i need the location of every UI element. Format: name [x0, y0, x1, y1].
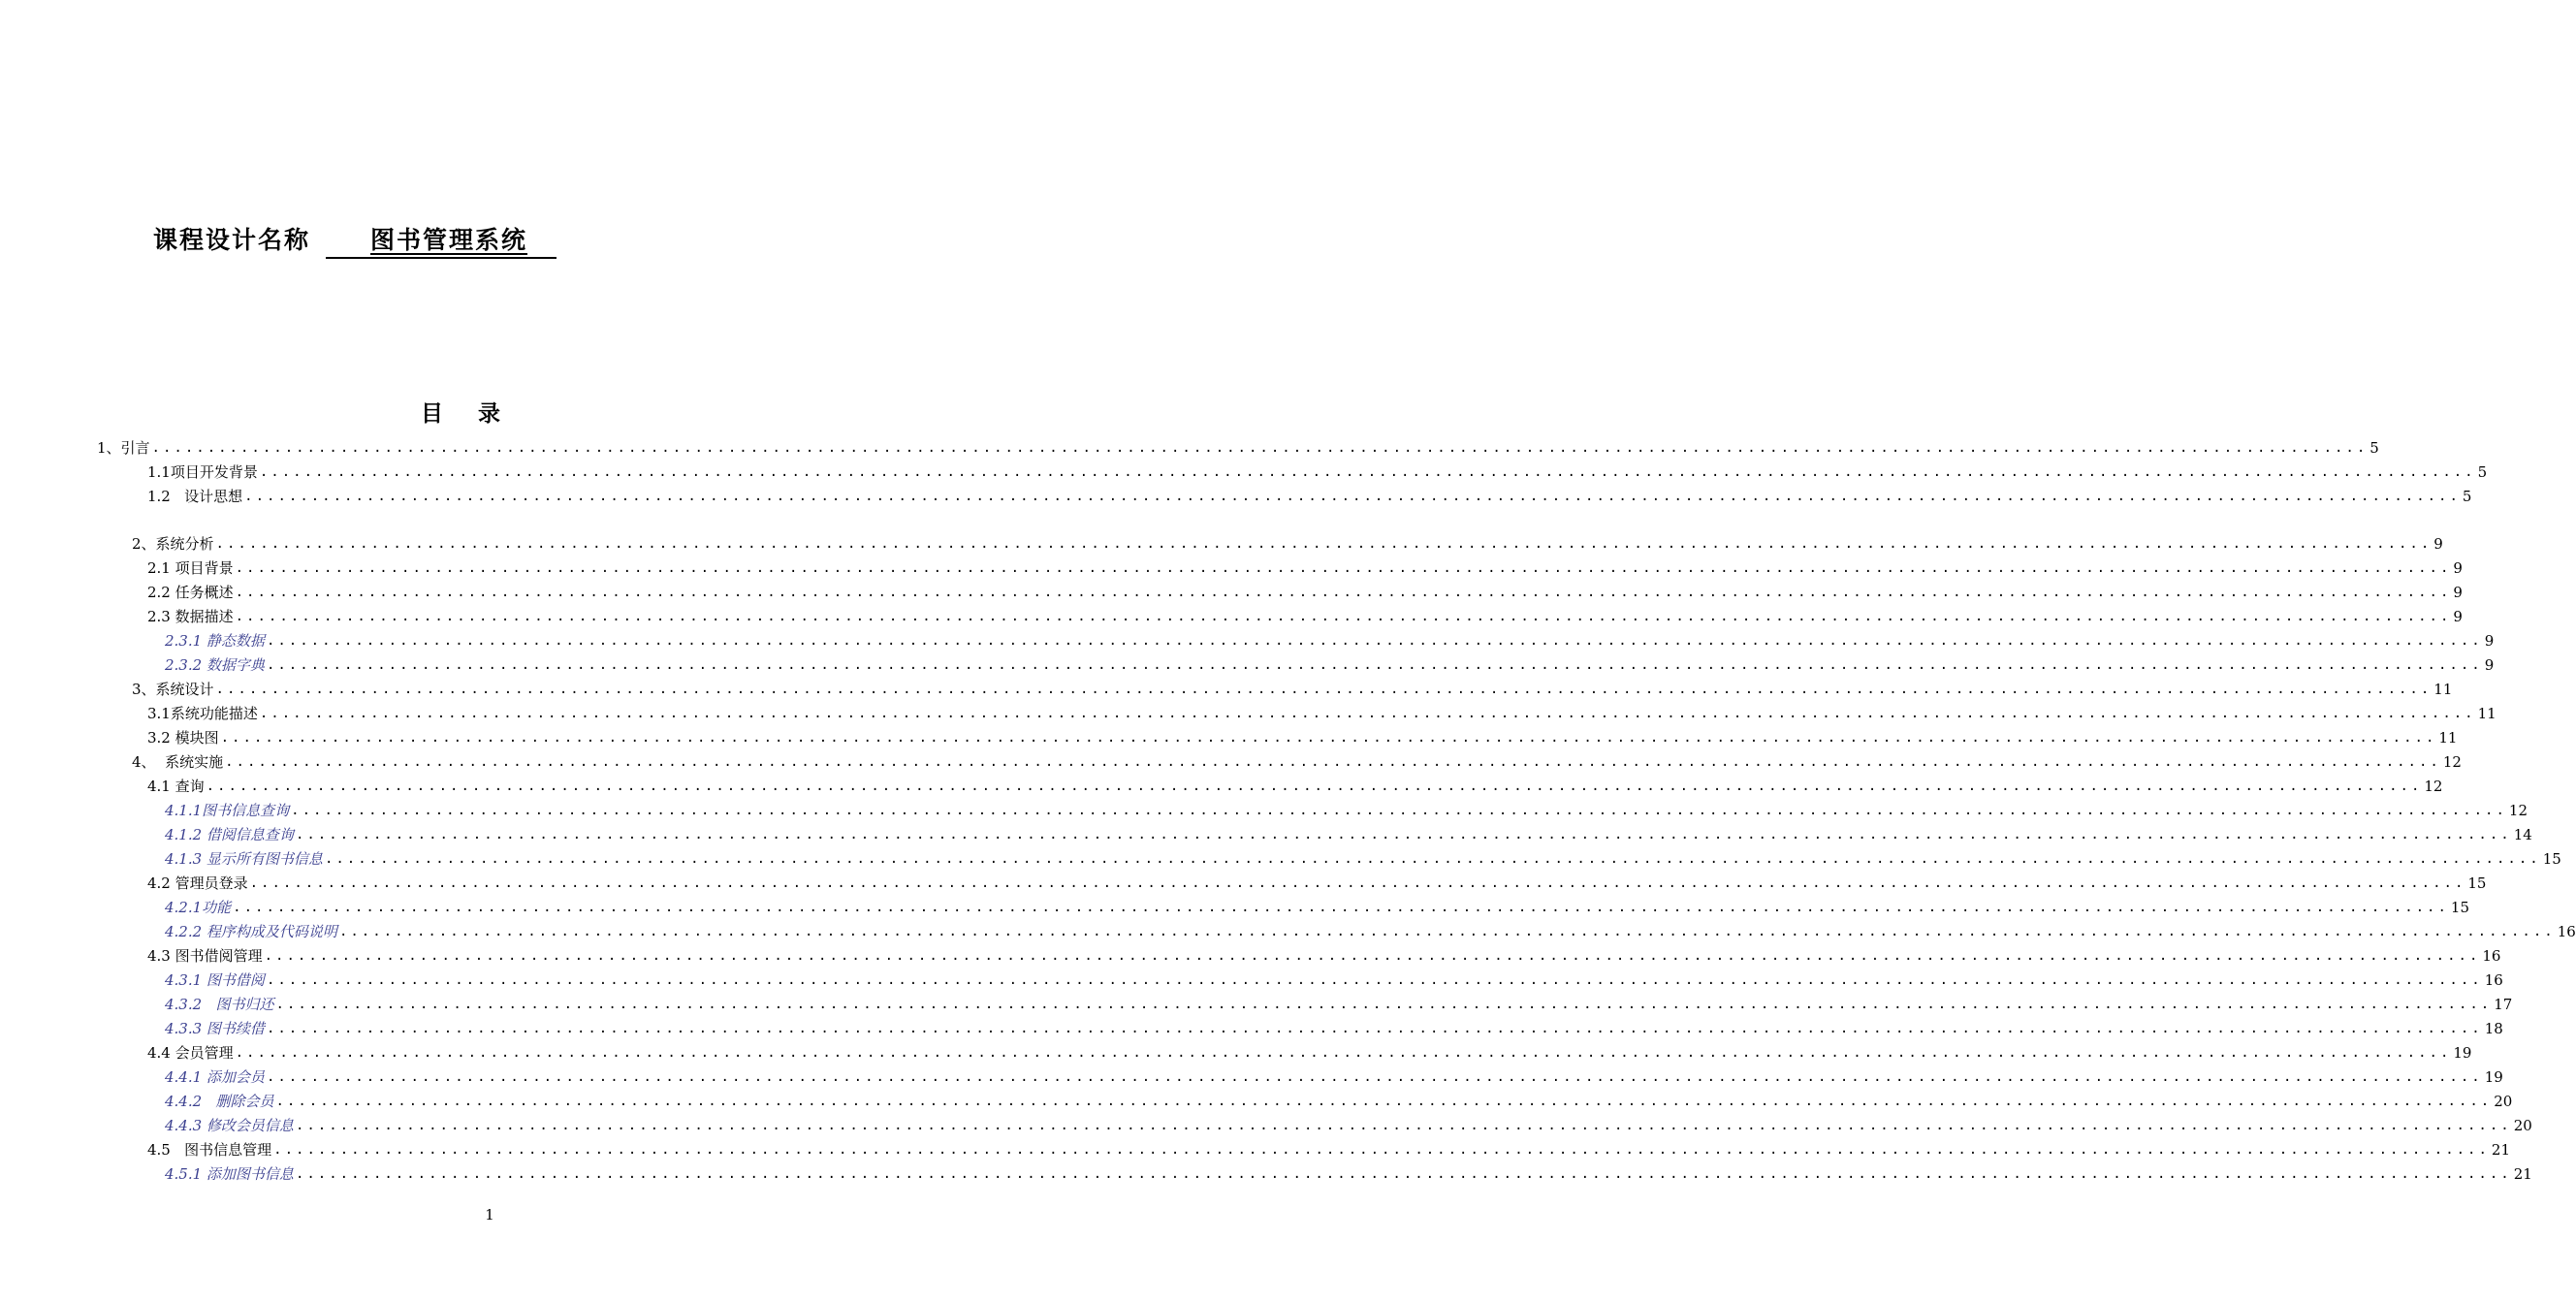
toc-entry-page: 19 — [2453, 1044, 2472, 1062]
toc-entry-page: 11 — [2477, 705, 2496, 722]
toc-entry[interactable] — [97, 436, 2379, 460]
toc-entry[interactable] — [165, 969, 2503, 992]
toc-entry[interactable] — [165, 1017, 2503, 1040]
toc-entry-text: 4.3 图书借阅管理 — [147, 947, 263, 965]
toc-entry-text: 4.3.3 图书续借 — [165, 1020, 265, 1037]
toc-entry-page: 12 — [2508, 802, 2528, 819]
toc-entry-page: 12 — [2442, 753, 2462, 771]
toc-entry[interactable] — [147, 1041, 2472, 1065]
toc-entry-text: 4.1.2 借阅信息查询 — [165, 826, 294, 843]
toc-entry-page: 16 — [2484, 971, 2503, 989]
toc-leader: ........................................................................................................................................................................................................ — [275, 1094, 2493, 1109]
toc-leader: ........................................................................................................................................................................................................ — [215, 536, 2433, 552]
toc-leader: ........................................................................................................................................................................................................ — [266, 972, 2483, 988]
toc-entry-page: 5 — [2462, 488, 2472, 505]
toc-leader: ........................................................................................................................................................................................................ — [273, 1142, 2490, 1158]
toc-entry-text: 2.2 任务概述 — [147, 584, 234, 601]
toc-entry[interactable] — [165, 653, 2495, 677]
toc-heading-left: 目 — [421, 401, 443, 427]
toc-entry-text: 4、 系统实施 — [132, 753, 224, 771]
toc-entry-text: 4.5.1 添加图书信息 — [165, 1165, 294, 1183]
toc-entry-page: 9 — [2484, 632, 2495, 650]
toc-entry-text: 4.1.3 显示所有图书信息 — [165, 850, 323, 868]
page-number: 1 — [485, 1206, 494, 1224]
course-name: 图书管理系统 — [326, 224, 557, 259]
toc-entry-page: 20 — [2494, 1093, 2513, 1110]
toc-leader: ........................................................................................................................................................................................................ — [266, 633, 2483, 649]
toc-entry-page: 9 — [2484, 656, 2495, 674]
toc-leader: ........................................................................................................................................................................................................ — [151, 440, 2369, 456]
toc-entry[interactable] — [147, 605, 2463, 628]
toc-leader: ........................................................................................................................................................................................................ — [235, 609, 2452, 624]
toc-entry-text: 3.2 模块图 — [147, 729, 219, 747]
toc-entry[interactable] — [165, 896, 2470, 919]
toc-entry-page: 15 — [2542, 850, 2561, 868]
toc-entry-page: 11 — [2438, 729, 2458, 747]
toc-leader: ........................................................................................................................................................................................................ — [291, 803, 2507, 818]
toc-leader: ........................................................................................................................................................................................................ — [295, 827, 2512, 842]
toc-entry[interactable] — [165, 1114, 2532, 1137]
toc-entry[interactable] — [165, 823, 2532, 846]
toc-entry[interactable] — [165, 1162, 2532, 1186]
toc-leader: ........................................................................................................................................................................................................ — [235, 585, 2452, 600]
toc-entry[interactable] — [147, 556, 2463, 580]
toc-entry-text: 1.2 设计思想 — [147, 488, 243, 505]
toc-entry[interactable] — [147, 581, 2463, 604]
toc-entry-page: 20 — [2513, 1117, 2532, 1134]
toc-entry[interactable] — [132, 532, 2443, 556]
toc-entry-text: 2、系统分析 — [132, 535, 214, 553]
toc-leader: ........................................................................................................................................................................................................ — [249, 875, 2466, 891]
toc-leader: ........................................................................................................................................................................................................ — [324, 851, 2541, 867]
toc-entry-page: 12 — [2424, 778, 2443, 795]
toc-entry-text: 4.3.2 图书归还 — [165, 996, 274, 1013]
toc-leader: ........................................................................................................................................................................................................ — [225, 754, 2441, 770]
toc-leader: ........................................................................................................................................................................................................ — [266, 1021, 2483, 1036]
toc-entry-text: 3.1系统功能描述 — [147, 705, 258, 722]
toc-entry[interactable] — [132, 678, 2453, 701]
toc-entry[interactable] — [147, 461, 2488, 484]
toc-leader: ........................................................................................................................................................................................................ — [338, 924, 2556, 939]
toc-entry-page: 11 — [2433, 681, 2453, 698]
toc-entry-text: 4.4.2 删除会员 — [165, 1093, 274, 1110]
toc-leader: ........................................................................................................................................................................................................ — [235, 1045, 2452, 1061]
toc-entry[interactable] — [147, 485, 2472, 508]
toc-entry[interactable] — [147, 944, 2501, 968]
course-title — [153, 221, 557, 259]
toc-entry[interactable] — [147, 702, 2496, 725]
toc-leader: ........................................................................................................................................................................................................ — [266, 657, 2483, 673]
toc-entry-page: 5 — [2477, 463, 2488, 481]
toc-entry-text: 4.1.1图书信息查询 — [165, 802, 290, 819]
toc-entry-text: 2.3.1 静态数据 — [165, 632, 265, 650]
toc-entry-text: 3、系统设计 — [132, 681, 214, 698]
course-label: 课程设计名称 — [153, 226, 311, 254]
toc-entry-text: 4.4.3 修改会员信息 — [165, 1117, 294, 1134]
toc-entry-text: 4.2 管理员登录 — [147, 874, 248, 892]
toc-leader: ........................................................................................................................................................................................................ — [295, 1118, 2512, 1133]
toc-leader: ........................................................................................................................................................................................................ — [266, 1069, 2483, 1085]
toc-entry-page: 9 — [2453, 559, 2463, 577]
toc-entry-page: 5 — [2369, 439, 2379, 457]
toc-leader: ........................................................................................................................................................................................................ — [233, 900, 2449, 915]
toc-entry-text: 4.4 会员管理 — [147, 1044, 234, 1062]
toc-leader: ........................................................................................................................................................................................................ — [206, 779, 2423, 794]
toc-leader: ........................................................................................................................................................................................................ — [259, 464, 2476, 480]
toc-entry-text: 2.3 数据描述 — [147, 608, 234, 625]
toc-entry-page: 9 — [2453, 608, 2463, 625]
toc-entry[interactable] — [132, 750, 2462, 774]
toc-entry-page: 9 — [2453, 584, 2463, 601]
toc-entry[interactable] — [165, 847, 2561, 871]
toc-leader: ........................................................................................................................................................................................................ — [295, 1166, 2512, 1182]
toc-leader: ........................................................................................................................................................................................................ — [244, 489, 2461, 504]
toc-entry-text: 4.4.1 添加会员 — [165, 1068, 265, 1086]
toc-leader: ........................................................................................................................................................................................................ — [264, 948, 2481, 964]
toc-entry-text: 4.2.2 程序构成及代码说明 — [165, 923, 337, 940]
toc-heading — [0, 396, 921, 428]
toc-entry[interactable] — [165, 799, 2528, 822]
toc-entry-page: 15 — [2450, 899, 2470, 916]
toc-entry-page: 21 — [2491, 1141, 2511, 1159]
toc-entry-text: 2.3.2 数据字典 — [165, 656, 265, 674]
toc-entry-text: 1、引言 — [97, 439, 150, 457]
toc-leader: ........................................................................................................................................................................................................ — [215, 682, 2433, 697]
toc-entry[interactable] — [165, 993, 2513, 1016]
toc-entry-text: 4.5 图书信息管理 — [147, 1141, 272, 1159]
toc-entry-text: 4.3.1 图书借阅 — [165, 971, 265, 989]
toc-entry-text: 1.1项目开发背景 — [147, 463, 258, 481]
toc-entry[interactable] — [147, 1138, 2511, 1161]
toc-entry[interactable] — [147, 726, 2458, 749]
toc-entry[interactable] — [165, 629, 2495, 652]
toc-entry-page: 19 — [2484, 1068, 2503, 1086]
toc-entry-page: 21 — [2513, 1165, 2532, 1183]
toc-entry-page: 16 — [2482, 947, 2501, 965]
toc-entry[interactable] — [165, 920, 2576, 943]
toc-entry-text: 4.2.1功能 — [165, 899, 232, 916]
toc-leader: ........................................................................................................................................................................................................ — [220, 730, 2437, 746]
toc-entry[interactable] — [165, 1090, 2513, 1113]
toc-entry-page: 15 — [2467, 874, 2487, 892]
toc-entry-page: 18 — [2484, 1020, 2503, 1037]
toc-heading-right: 录 — [478, 401, 500, 427]
toc-entry-page: 17 — [2494, 996, 2513, 1013]
toc-entry[interactable] — [147, 872, 2487, 895]
toc-entry-page: 14 — [2513, 826, 2532, 843]
toc-leader: ........................................................................................................................................................................................................ — [275, 997, 2493, 1012]
toc-entry-page: 9 — [2433, 535, 2443, 553]
toc-entry-text: 4.1 查询 — [147, 778, 205, 795]
toc-entry-page: 16 — [2557, 923, 2576, 940]
toc-entry[interactable] — [147, 775, 2443, 798]
toc-entry-text: 2.1 项目背景 — [147, 559, 234, 577]
toc-entry[interactable] — [165, 1065, 2503, 1089]
toc-leader: ........................................................................................................................................................................................................ — [235, 560, 2452, 576]
toc-leader: ........................................................................................................................................................................................................ — [259, 706, 2476, 721]
